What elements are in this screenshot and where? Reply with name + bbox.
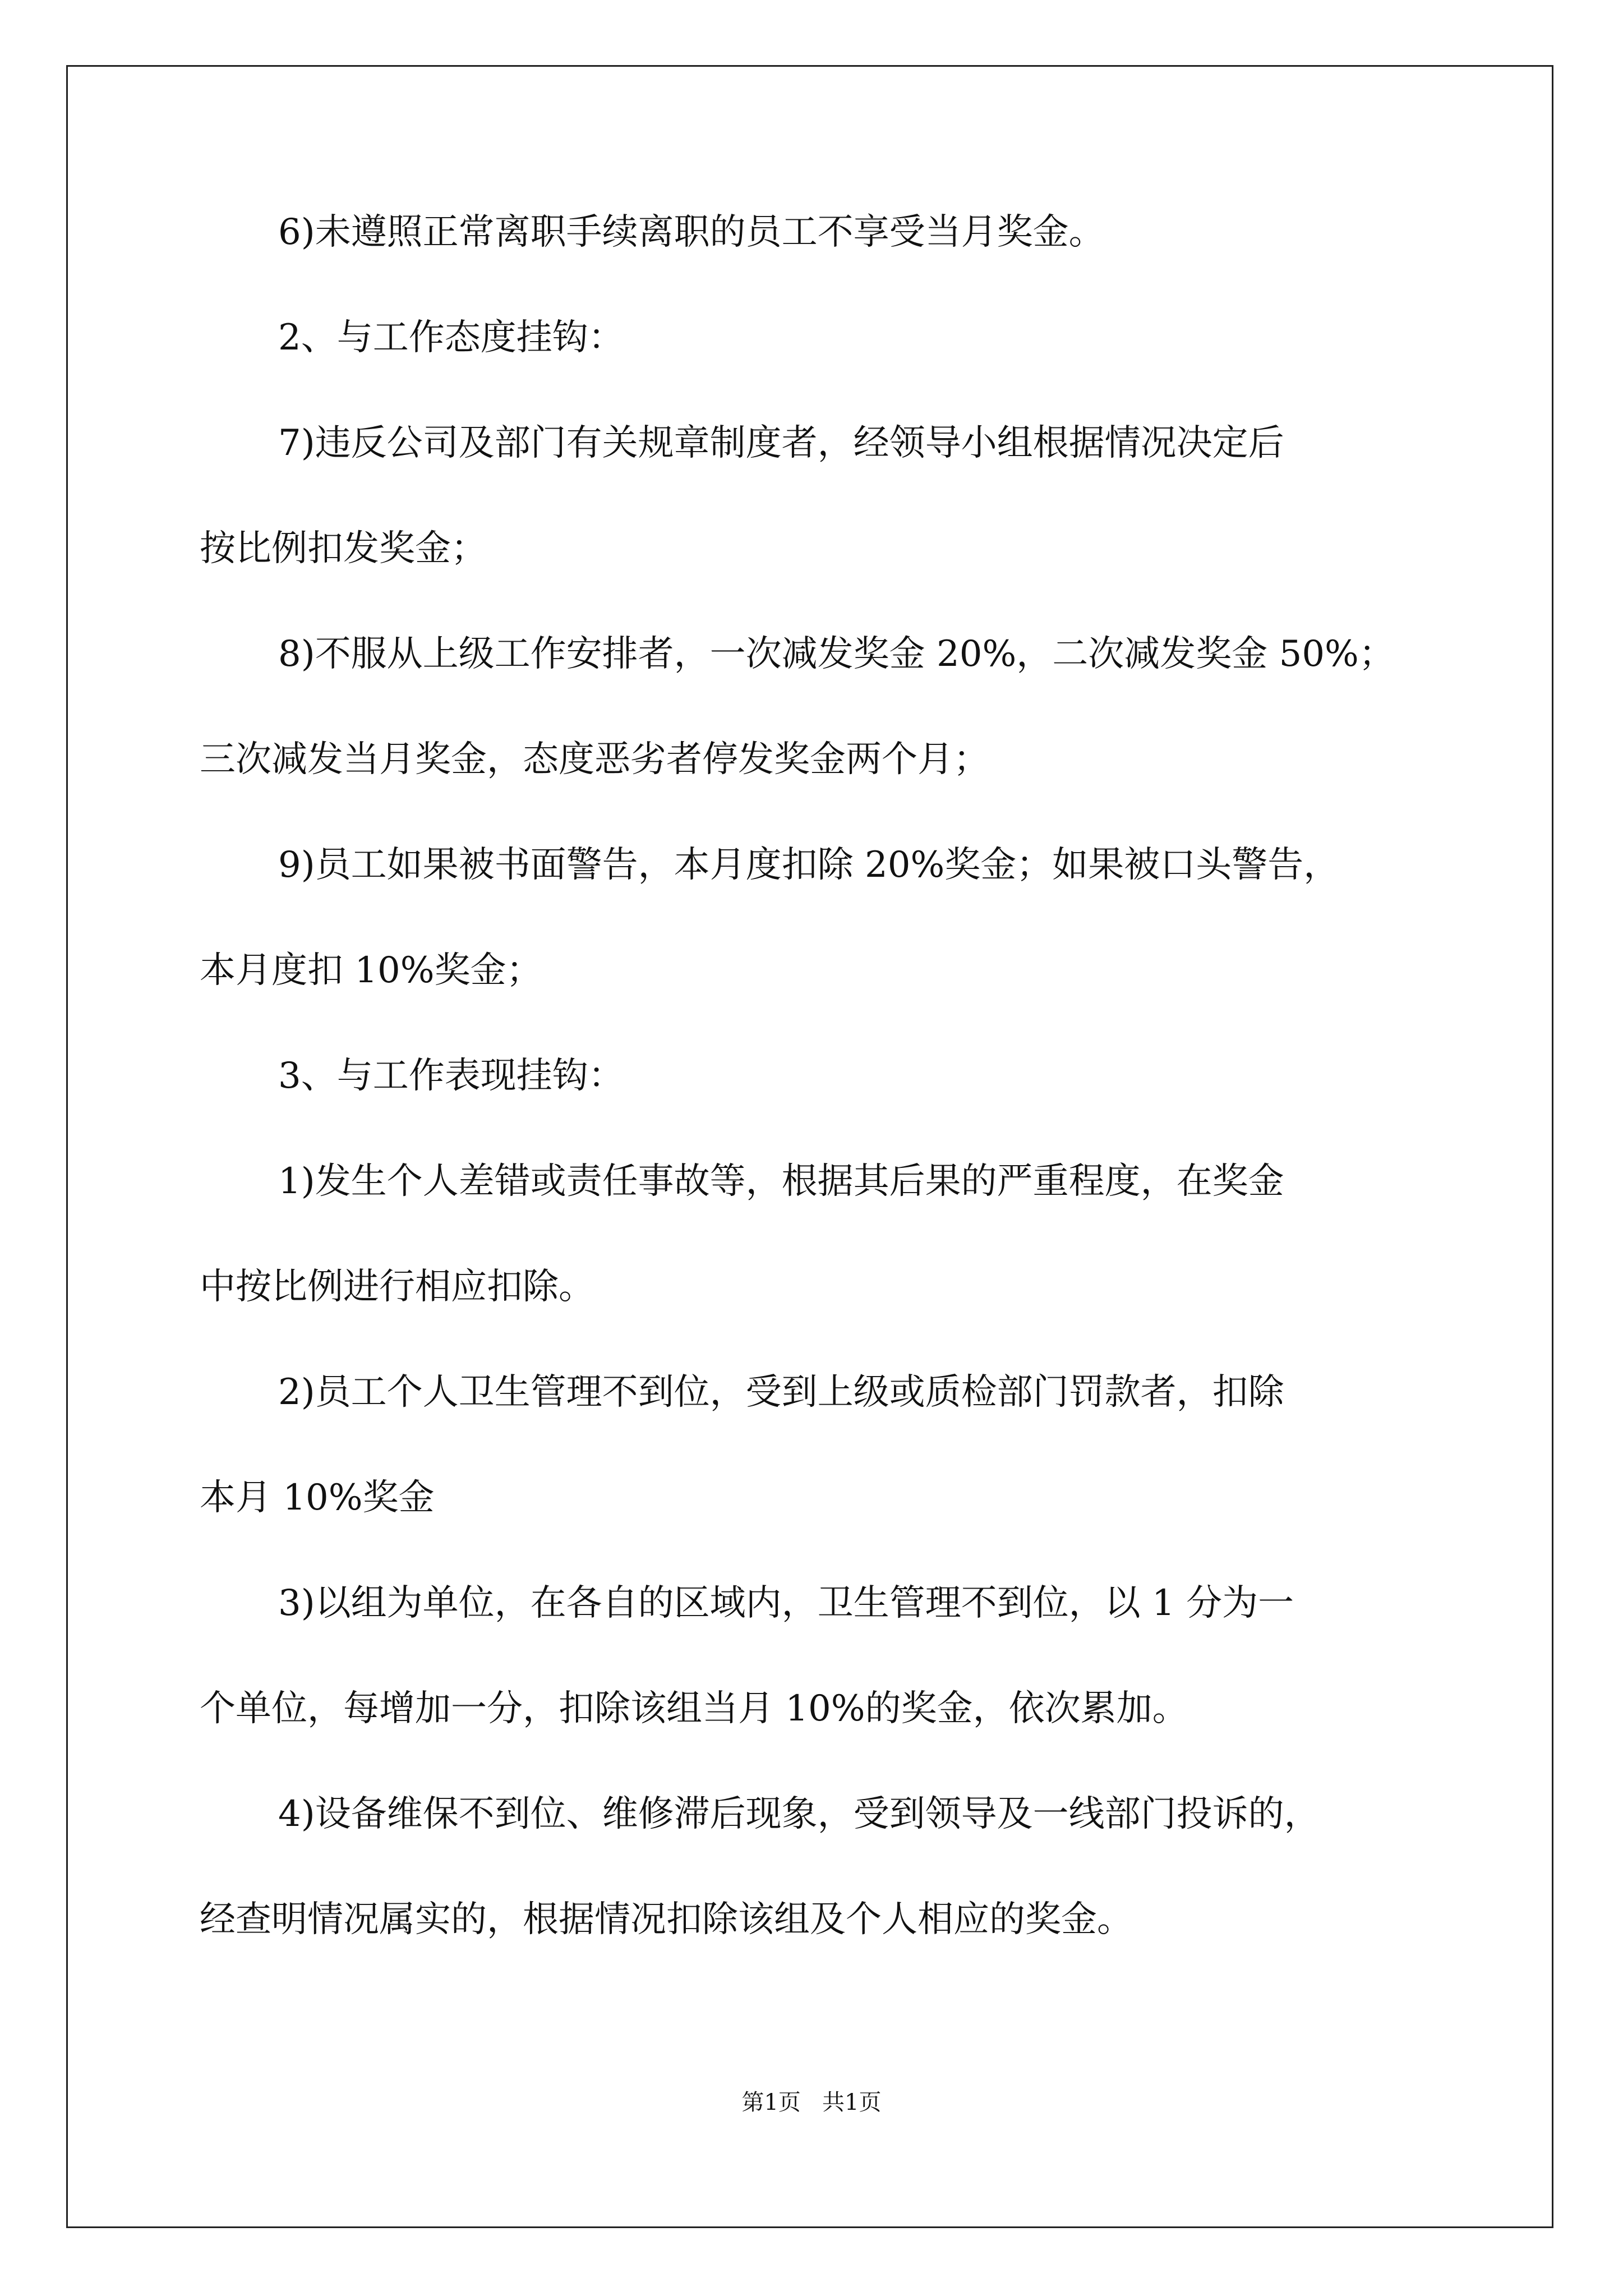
paragraph-line: 中按比例进行相应扣除。 xyxy=(200,1266,594,1308)
paragraph-line: 1)发生个人差错或责任事故等，根据其后果的严重程度，在奖金 xyxy=(278,1161,1284,1202)
paragraph-line: 按比例扣发奖金； xyxy=(200,528,487,569)
paragraph-line: 3)以组为单位，在各自的区域内，卫生管理不到位，以 1 分为一 xyxy=(278,1582,1294,1624)
paragraph-line: 本月度扣 10%奖金； xyxy=(200,950,542,991)
page-footer: 第1页 共1页 xyxy=(741,2090,882,2115)
paragraph-line: 三次减发当月奖金，态度恶劣者停发奖金两个月； xyxy=(200,739,989,780)
paragraph-line: 8)不服从上级工作安排者，一次减发奖金 20%，二次减发奖金 50%； xyxy=(278,633,1395,675)
paragraph-line: 经查明情况属实的，根据情况扣除该组及个人相应的奖金。 xyxy=(200,1899,1133,1940)
paragraph-line: 9)员工如果被书面警告，本月度扣除 20%奖金；如果被口头警告， xyxy=(278,844,1340,886)
section-heading: 3、与工作表现挂钩： xyxy=(278,1055,624,1097)
paragraph-line: 6)未遵照正常离职手续离职的员工不享受当月奖金。 xyxy=(278,211,1105,253)
paragraph-line: 本月 10%奖金 xyxy=(200,1477,435,1519)
paragraph-line: 7)违反公司及部门有关规章制度者，经领导小组根据情况决定后 xyxy=(278,422,1284,464)
paragraph-line: 4)设备维保不到位、维修滞后现象，受到领导及一线部门投诉的， xyxy=(278,1793,1320,1835)
paragraph-line: 2)员工个人卫生管理不到位，受到上级或质检部门罚款者，扣除 xyxy=(278,1372,1284,1413)
section-heading: 2、与工作态度挂钩： xyxy=(278,317,624,358)
paragraph-line: 个单位，每增加一分，扣除该组当月 10%的奖金，依次累加。 xyxy=(200,1688,1188,1729)
